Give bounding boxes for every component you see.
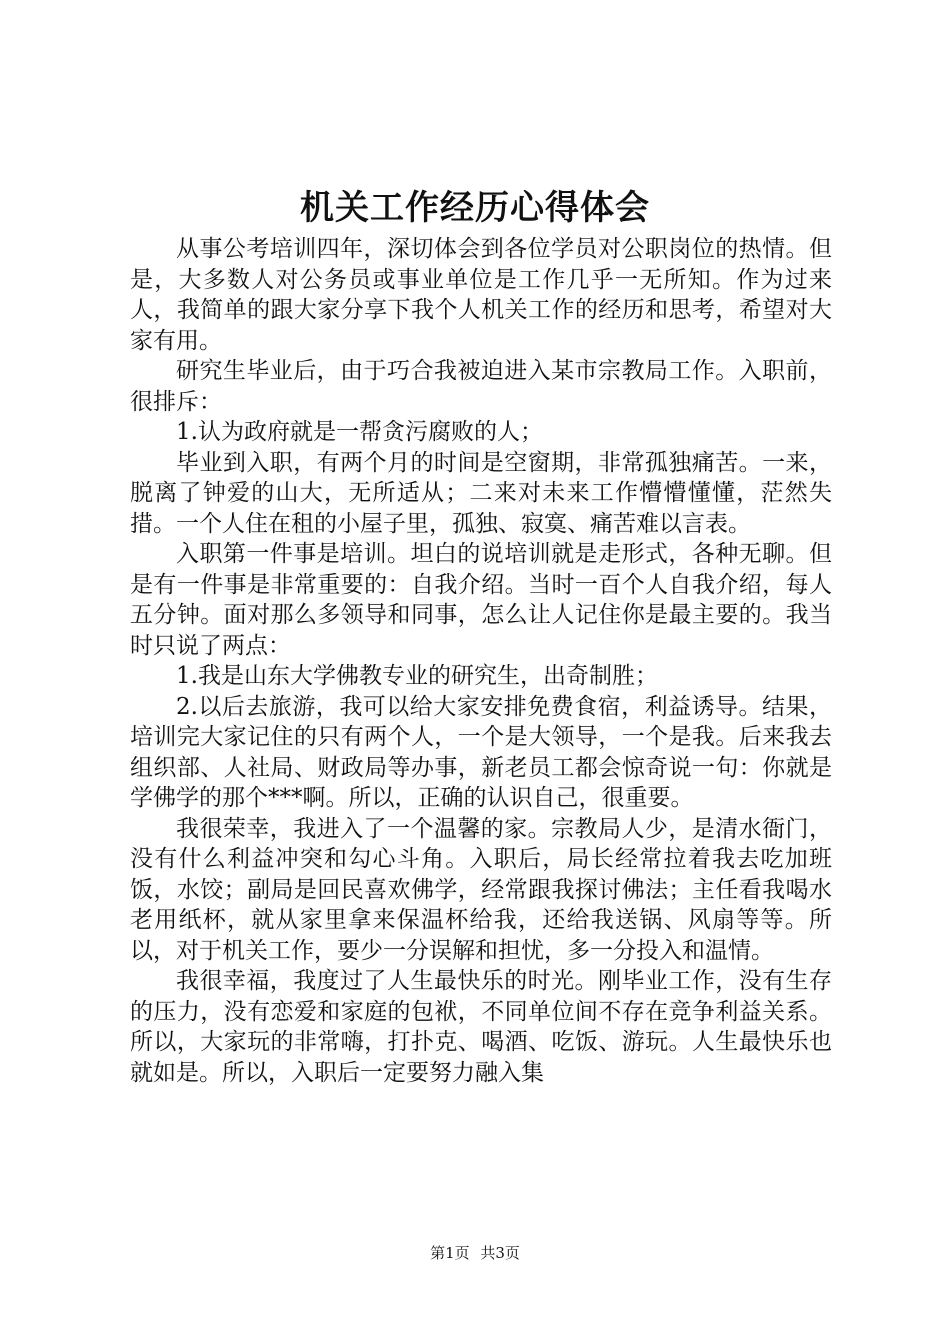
document-title: 机关工作经历心得体会 <box>300 188 650 228</box>
paragraph-intro: 从事公考培训四年，深切体会到各位学员对公职岗位的热情。但是，大多数人对公务员或事业单位是工作几乎一无所知。作为过来人，我简单的跟大家分享下我个人机关工作的经历和思考，希望对大家有用。 <box>130 236 832 354</box>
list-item-government: 1.认为政府就是一帮贪污腐败的人； <box>176 419 543 445</box>
list-item-shandong: 1.我是山东大学佛教专业的研究生，出奇制胜； <box>176 663 658 689</box>
list-item-travel: 2.以后去旅游，我可以给大家安排免费食宿，利益诱导。结果，培训完大家记住的只有两个人，一个是大领导，一个是我。后来我去组织部、人社局、财政局等办事，新老员工都会惊奇说一句：你就是学佛学的那个***啊。所以，正确的认识自己，很重要。 <box>130 693 832 811</box>
paragraph-training: 入职第一件事是培训。坦白的说培训就是走形式，各种无聊。但是有一件事是非常重要的：自我介绍。当时一百个人自我介绍，每人五分钟。面对那么多领导和同事，怎么让人记住你是最主要的。我当时只说了两点： <box>130 541 832 659</box>
paragraph-gap-period: 毕业到入职，有两个月的时间是空窗期，非常孤独痛苦。一来，脱离了钟爱的山大，无所适从；二来对未来工作懵懵懂懂，茫然失措。一个人住在租的小屋子里，孤独、寂寞、痛苦难以言表。 <box>130 449 832 537</box>
paragraph-warm-home: 我很荣幸，我进入了一个温馨的家。宗教局人少，是清水衙门，没有什么利益冲突和勾心斗角。入职后，局长经常拉着我去吃加班饭，水饺；副局是回民喜欢佛学，经常跟我探讨佛法；主任看我喝水老用纸杯，就从家里拿来保温杯给我，还给我送锅、风扇等等。所以，对于机关工作，要少一分误解和担忧，多一分投入和温情。 <box>130 815 832 964</box>
paragraph-graduation: 研究生毕业后，由于巧合我被迫进入某市宗教局工作。入职前，很排斥： <box>130 358 832 415</box>
page-total: 共3页 <box>480 1244 520 1262</box>
page-number: 第1页 <box>430 1244 470 1262</box>
document-body <box>130 234 832 1088</box>
paragraph-happiness: 我很幸福，我度过了人生最快乐的时光。刚毕业工作，没有生存的压力，没有恋爱和家庭的包袱，不同单位间不存在竞争利益关系。所以，大家玩的非常嗨，打扑克、喝酒、吃饭、游玩。人生最快乐也就如是。所以，入职后一定要努力融入集 <box>130 968 832 1086</box>
page-footer <box>0 1243 950 1263</box>
